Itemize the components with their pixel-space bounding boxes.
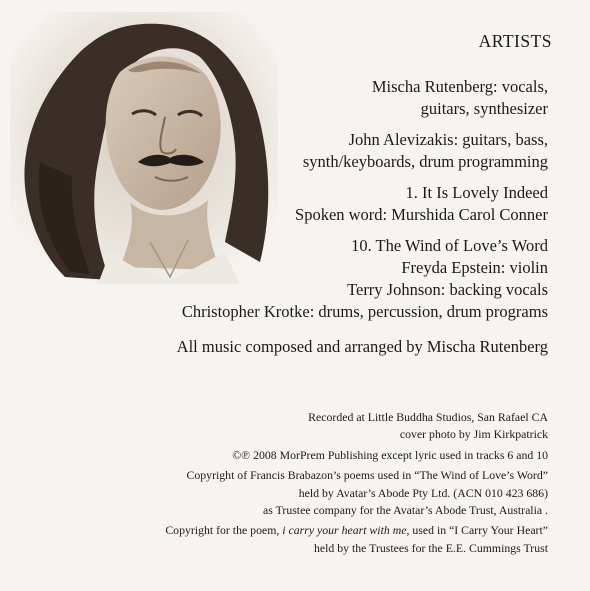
- fine-print: [78, 409, 548, 557]
- credit-mischa-line1: Mischa Rutenberg: vocals,: [371, 77, 548, 96]
- credits-list: [78, 76, 548, 358]
- poem-copyright-prefix: Copyright for the poem,: [165, 523, 283, 538]
- credit-mischa-line2: guitars, synthesizer: [420, 99, 548, 118]
- brabazon-copyright-line3: as Trustee company for the Avatar’s Abode Trust, Australia .: [263, 503, 548, 518]
- credit-freyda: Freyda Epstein: violin: [401, 258, 548, 277]
- credit-christopher: Christopher Krotke: drums, percussion, drum programs: [181, 302, 548, 321]
- credit-john-line2: synth/keyboards, drum programming: [302, 152, 548, 171]
- poem-title: i carry your heart with me: [282, 523, 407, 538]
- cover-photo-credit: cover photo by Jim Kirkpatrick: [399, 427, 548, 442]
- credit-terry: Terry Johnson: backing vocals: [347, 280, 548, 299]
- brabazon-copyright-line2: held by Avatar’s Abode Pty Ltd. (ACN 010 423 686): [298, 485, 548, 500]
- recorded-at: Recorded at Little Buddha Studios, San Rafael CA: [308, 410, 548, 424]
- composed-arranged-credit: All music composed and arranged by Mischa Rutenberg: [176, 337, 548, 356]
- track1-spoken-word: Spoken word: Murshida Carol Conner: [295, 205, 548, 224]
- track1-title: 1. It Is Lovely Indeed: [405, 183, 548, 202]
- track10-title: 10. The Wind of Love’s Word: [351, 236, 548, 255]
- poem-copyright-suffix: , used in “I Carry Your Heart”: [406, 523, 548, 538]
- cummings-trust-line: held by the Trustees for the E.E. Cummings Trust: [314, 540, 548, 555]
- poem-copyright-line: [78, 522, 548, 539]
- artists-heading: ARTISTS: [478, 31, 552, 51]
- brabazon-copyright-line1: Copyright of Francis Brabazon’s poems used in “The Wind of Love’s Word”: [186, 468, 548, 483]
- credit-john-line1: John Alevizakis: guitars, bass,: [348, 130, 548, 149]
- copyright-year-publisher: 2008 MorPrem Publishing except lyric used in tracks 6 and 10: [253, 447, 548, 462]
- copyright-symbols: ©℗: [232, 447, 251, 462]
- copyright-line: [78, 447, 548, 464]
